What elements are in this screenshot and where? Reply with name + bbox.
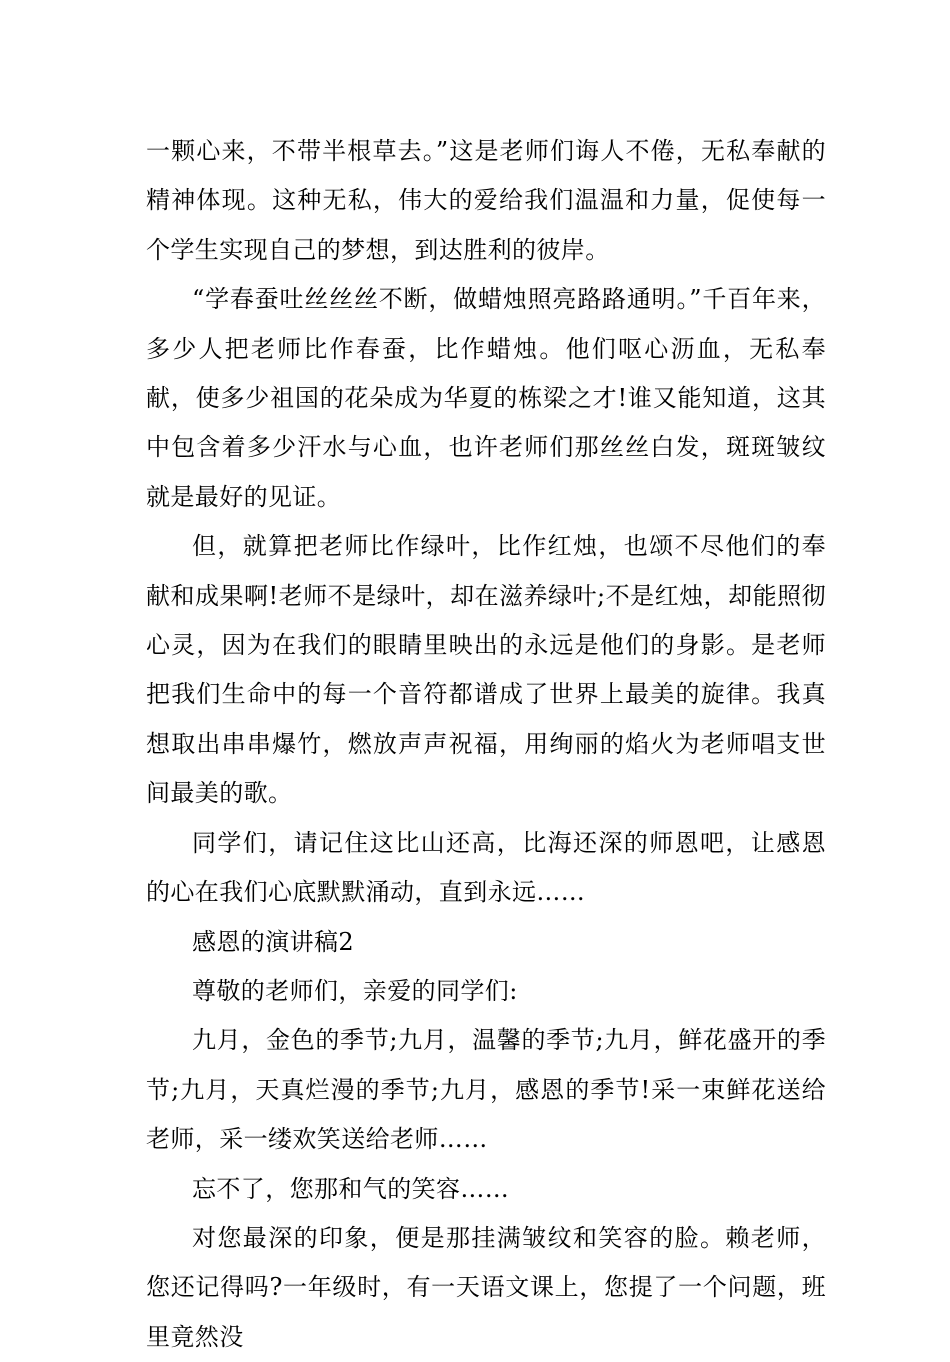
paragraph-1: 一颗心来，不带半根草去。”这是老师们诲人不倦，无私奉献的精神体现。这种无私，伟大的爱给我们温温和力量，促使每一个学生实现自己的梦想，到达胜利的彼岸。 bbox=[146, 137, 826, 264]
paragraph-3: 但，就算把老师比作绿叶，比作红烛，也颂不尽他们的奉献和成果啊!老师不是绿叶，却在滋养绿叶;不是红烛，却能照彻心灵，因为在我们的眼睛里映出的永远是他们的身影。是老师把我们生命中的每一个音符都谱成了世界上最美的旋律。我真想取出串串爆竹，燃放声声祝福，用绚丽的焰火为老师唱支世间最美的歌。 bbox=[146, 532, 826, 808]
paragraph-8: 忘不了，您那和气的笑容…… bbox=[192, 1174, 510, 1203]
section-heading: 感恩的演讲稿2 bbox=[192, 927, 355, 956]
paragraph-2: “学春蚕吐丝丝丝不断，做蜡烛照亮路路通明。”千百年来，多少人把老师比作春蚕，比作蜡烛。他们呕心沥血，无私奉献，使多少祖国的花朵成为华夏的栋梁之才!谁又能知道，这其中包含着多少汗水与心血，也许老师们那丝丝白发，斑斑皱纹就是最好的见证。 bbox=[146, 285, 826, 511]
salutation: 尊敬的老师们，亲爱的同学们: bbox=[192, 976, 518, 1005]
paragraph-4: 同学们，请记住这比山还高，比海还深的师恩吧，让感恩的心在我们心底默默涌动，直到永远…… bbox=[146, 828, 826, 907]
document-body bbox=[146, 127, 826, 1362]
paragraph-7: 九月，金色的季节;九月，温馨的季节;九月，鲜花盛开的季节;九月，天真烂漫的季节;九月，感恩的季节!采一束鲜花送给老师，采一缕欢笑送给老师…… bbox=[146, 1026, 826, 1154]
paragraph-9: 对您最深的印象，便是那挂满皱纹和笑容的脸。赖老师，您还记得吗?一年级时，有一天语文课上，您提了一个问题，班里竟然没 bbox=[146, 1223, 826, 1351]
